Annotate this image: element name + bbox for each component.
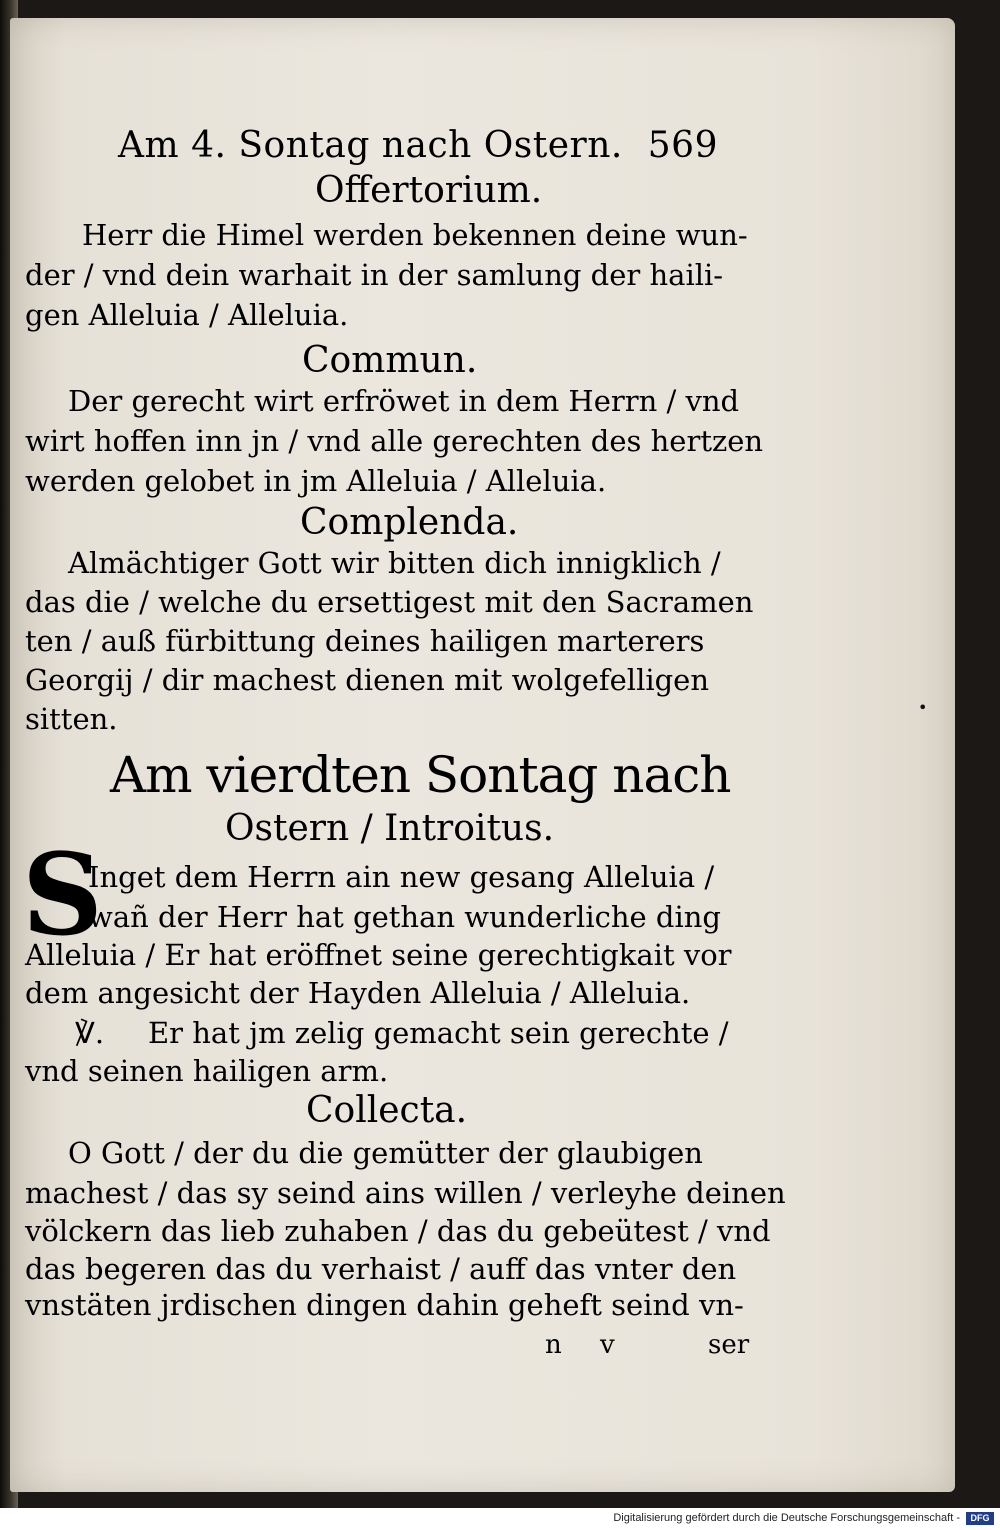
section-heading-offertorium: Offertorium. <box>315 170 543 211</box>
text-line: machest / das sy seind ains willen / verleyhe deinen <box>25 1176 786 1210</box>
main-heading-line1: Am vierdten Sontag nach <box>110 746 731 804</box>
text-line: Inget dem Herrn ain new gesang Alleluia / <box>88 860 715 894</box>
dfg-logo-badge: DFG <box>966 1512 994 1525</box>
main-heading-line2: Ostern / Introitus. <box>225 808 555 849</box>
section-heading-commun: Commun. <box>302 340 478 381</box>
funding-note: Digitalisierung gefördert durch die Deutsche Forschungsgemeinschaft - <box>613 1512 960 1524</box>
text-line: Der gerecht wirt erfröwet in dem Herrn / vnd <box>68 384 740 418</box>
text-line: ten / auß fürbittung deines hailigen marterers <box>25 624 705 658</box>
text-line: gen Alleluia / Alleluia. <box>25 298 349 332</box>
text-line: sitten. <box>25 702 118 736</box>
text-line: vnstäten jrdischen dingen dahin geheft seind vn- <box>25 1288 744 1322</box>
text-line: wirt hoffen inn jn / vnd alle gerechten des hertzen <box>25 424 764 458</box>
versicle-mark: ℣. <box>75 1016 105 1050</box>
text-line: das die / welche du ersettigest mit den Sacramen <box>25 585 754 619</box>
running-head-title: Am 4. Sontag nach Ostern. <box>118 125 623 166</box>
footer-bar <box>0 1508 1000 1530</box>
text-line: Er hat jm zelig gemacht sein gerechte / <box>148 1016 729 1050</box>
text-line: O Gott / der du die gemütter der glaubigen <box>68 1136 703 1170</box>
text-line: werden gelobet in jm Alleluia / Alleluia. <box>25 464 607 498</box>
text-line: das begeren das du verhaist / auff das vnter den <box>25 1252 737 1286</box>
text-line: dem angesicht der Hayden Alleluia / Alleluia. <box>25 976 691 1010</box>
text-line: der / vnd dein warhait in der samlung der haili- <box>25 258 724 292</box>
text-line: Herr die Himel werden bekennen deine wun- <box>82 218 748 252</box>
page-number: 569 <box>647 125 718 166</box>
signature-mark: n v <box>545 1330 615 1360</box>
text-line: vnd seinen hailigen arm. <box>25 1054 389 1088</box>
section-heading-complenda: Complenda. <box>300 502 519 543</box>
text-line: Almächtiger Gott wir bitten dich innigklich / <box>68 546 721 580</box>
margin-mark-icon: • <box>918 698 928 717</box>
text-line: völckern das lieb zuhaben / das du gebeütest / vnd <box>25 1214 771 1248</box>
book-page <box>10 18 955 1492</box>
catchword: ser <box>708 1330 750 1360</box>
text-line: wañ der Herr hat gethan wunderliche ding <box>88 900 721 934</box>
text-line: Alleluia / Er hat eröffnet seine gerechtigkait vor <box>25 938 732 972</box>
drop-cap: S <box>22 830 103 961</box>
section-heading-collecta: Collecta. <box>306 1090 468 1131</box>
running-head <box>118 125 718 175</box>
text-line: Georgij / dir machest dienen mit wolgefelligen <box>25 663 710 697</box>
